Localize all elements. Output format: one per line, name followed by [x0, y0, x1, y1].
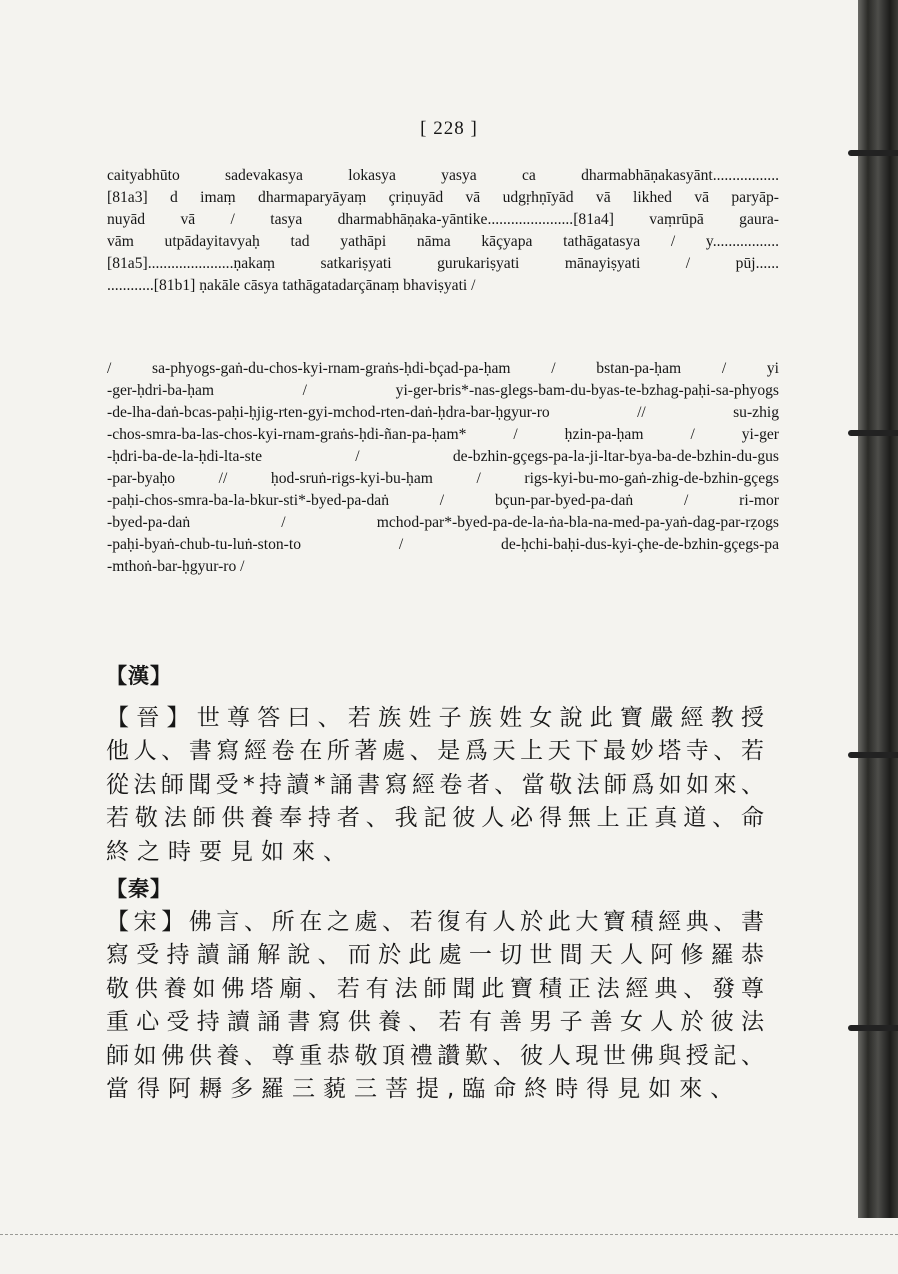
tibetan-line: -paḥi-byaṅ-chub-tu-luṅ-ston-to / de-ḥchi-baḥi-dus-kyi-çhe-de-bzhin-gçegs-pa	[107, 536, 779, 553]
song-line: 【宋】佛言、所在之處、若復有人於此大寶積經典、書	[106, 909, 766, 935]
jin-line: 從法師聞受*持讀*誦書寫經卷者、當敬法師爲如如來、	[106, 771, 766, 798]
song-line: 當得阿耨多羅三藐三菩提,臨命終時得見如來、	[106, 1076, 742, 1103]
tibetan-passage	[107, 358, 779, 578]
tibetan-line: -de-lha-daṅ-bcas-paḥi-ḥjig-rten-gyi-mchod-rten-daṅ-ḥdra-bar-ḥgyur-ro // su-zhig	[107, 404, 779, 421]
sanskrit-line: caityabhūto sadevakasya lokasya yasya ca dharmabhāṇakasyānt.................	[107, 167, 779, 184]
sanskrit-line: [81a5]......................ṇakaṃ satkariṣyati gurukariṣyati mānayiṣyati / pūj......	[107, 255, 779, 272]
tibetan-line: -paḥi-chos-smra-ba-la-bkur-sti*-byed-pa-daṅ / bçun-par-byed-pa-daṅ / ri-mor	[107, 492, 779, 509]
jin-line: 終之時要見如來、	[106, 838, 354, 865]
page-number: [ 228 ]	[420, 118, 478, 139]
song-line: 重心受持讀誦書寫供養、若有善男子善女人於彼法	[106, 1009, 766, 1036]
tibetan-line: -ger-ḥdri-ba-ḥam / yi-ger-bris*-nas-glegs-bam-du-byas-te-bzhag-paḥi-sa-phyogs	[107, 382, 779, 399]
song-line: 寫受持讀誦解說、而於此處一切世間天人阿修羅恭	[106, 942, 766, 969]
sanskrit-line: [81a3] d imaṃ dharmaparyāyaṃ çriṇuyād vā udgṛhṇīyād vā likhed vā paryāp-	[107, 189, 779, 206]
tibetan-line: -byed-pa-daṅ / mchod-par*-byed-pa-de-la-ṅa-bla-na-med-pa-yaṅ-dag-par-rẓogs	[107, 514, 779, 531]
han-heading: 【漢】	[106, 664, 172, 688]
jin-line: 他人、書寫經卷在所著處、是爲天上天下最妙塔寺、若	[106, 738, 766, 765]
binding-cord	[848, 1025, 898, 1031]
tibetan-line: -mthoṅ-bar-ḥgyur-ro /	[107, 558, 245, 575]
tibetan-line: -par-byaḥo // ḥod-sruṅ-rigs-kyi-bu-ḥam / rigs-kyi-bu-mo-gaṅ-zhig-de-bzhin-gçegs	[107, 470, 779, 487]
tibetan-line: / sa-phyogs-gaṅ-du-chos-kyi-rnam-graṅs-ḥdi-bçad-pa-ḥam / bstan-pa-ḥam / yi	[107, 360, 779, 377]
sanskrit-passage	[107, 165, 779, 297]
qin-heading: 【秦】	[106, 877, 172, 901]
tibetan-line: -ḥdri-ba-de-la-ḥdi-lta-ste / de-bzhin-gçegs-pa-la-ji-ltar-bya-ba-de-bzhin-du-gus	[107, 448, 779, 465]
sanskrit-line: nuyād vā / tasya dharmabhāṇaka-yāntike......................[81a4] vaṃrūpā gaura-	[107, 211, 779, 228]
book-binding-edge	[858, 0, 898, 1218]
bottom-rule	[0, 1234, 898, 1235]
sanskrit-line: vām utpādayitavyaḥ tad yathāpi nāma kāçyapa tathāgatasya / y.................	[107, 233, 779, 250]
binding-cord	[848, 430, 898, 436]
song-line: 敬供養如佛塔廟、若有法師聞此寶積正法經典、發尊	[106, 975, 766, 1002]
jin-line: 【晉】世尊答曰、若族姓子族姓女說此寶嚴經教授	[106, 705, 766, 731]
jin-line: 若敬法師供養奉持者、我記彼人必得無上正真道、命	[106, 805, 766, 832]
song-passage	[106, 906, 766, 1106]
binding-cord	[848, 150, 898, 156]
jin-passage	[106, 702, 766, 869]
binding-cord	[848, 752, 898, 758]
sanskrit-line: ............[81b1] ṇakāle cāsya tathāgatadarçānaṃ bhaviṣyati /	[107, 277, 476, 294]
tibetan-line: -chos-smra-ba-las-chos-kyi-rnam-graṅs-ḥdi-ñan-pa-ḥam* / ḥzin-pa-ḥam / yi-ger	[107, 426, 779, 443]
song-line: 師如佛供養、尊重恭敬頂禮讚歎、彼人現世佛與授記、	[106, 1042, 766, 1069]
